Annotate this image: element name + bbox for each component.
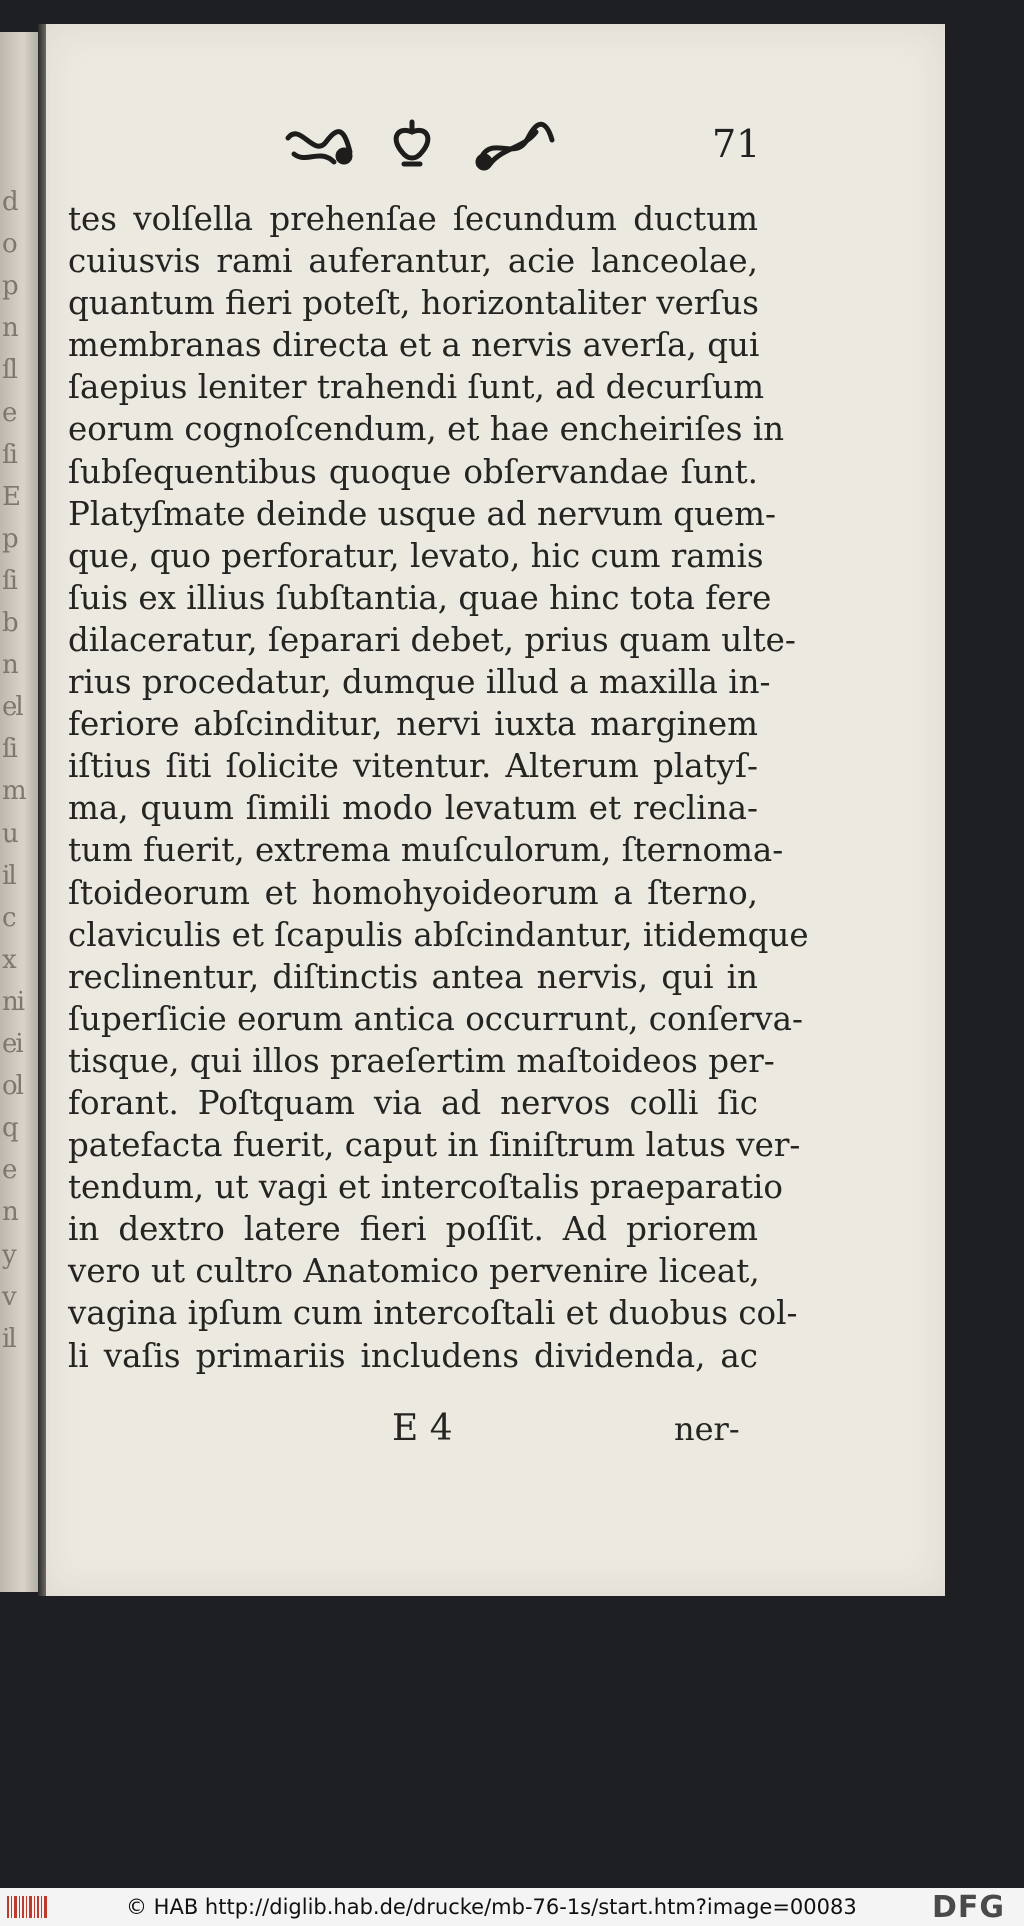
left-page-fragment: d xyxy=(2,187,17,217)
left-page-fragment: e xyxy=(2,397,16,428)
left-page-edge xyxy=(0,32,42,1592)
left-page-fragment: n xyxy=(2,313,17,344)
text-line: claviculis et ſcapulis abſcindantur, itidemque xyxy=(68,915,809,954)
text-line: tes volſella prehenſae ſecundum ductum xyxy=(68,200,758,238)
left-page-fragment: el xyxy=(2,692,22,723)
text-line: feriore abſcinditur, nervi iuxta marginem xyxy=(68,705,758,744)
left-page-fragment: ſl xyxy=(2,355,16,386)
left-page-fragment: q xyxy=(2,1113,17,1144)
left-page-fragment: m xyxy=(2,776,25,807)
text-line: membranas directa et a nervis averſa, qui xyxy=(68,326,760,365)
left-page-fragment: b xyxy=(2,608,17,638)
text-line: reclinentur, diſtinctis antea nervis, qui in xyxy=(68,957,758,996)
left-page-fragment: E xyxy=(2,481,19,512)
text-line: eorum cognoſcendum, et hae encheiriſes in xyxy=(68,410,785,449)
left-page-fragment: v xyxy=(2,1281,15,1312)
text-line: que, quo perforatur, levato, hic cum ramis xyxy=(68,536,764,575)
left-page-fragment: ei xyxy=(2,1029,22,1059)
left-page-fragment: n xyxy=(2,650,17,681)
left-page-fragment: ſi xyxy=(2,565,16,596)
left-page-fragment: o xyxy=(2,229,16,260)
signature-mark: E 4 xyxy=(392,1408,453,1449)
text-line: vagina ipſum cum intercoſtali et duobus col- xyxy=(68,1294,798,1333)
left-page-fragment: n xyxy=(2,1197,17,1228)
left-page-fragment: c xyxy=(2,902,15,933)
page-number: 71 xyxy=(712,122,761,166)
barcode-logo-icon xyxy=(6,1894,48,1920)
page-spine-shadow xyxy=(38,24,46,1596)
left-page-fragment: ſi xyxy=(2,439,16,470)
catchword: ner- xyxy=(674,1410,740,1448)
left-page-fragment: y xyxy=(2,1239,15,1270)
footer-bar xyxy=(0,1888,1024,1926)
text-line: forant. Poſtquam via ad nervos colli ſic xyxy=(68,1083,758,1122)
left-page-fragment: ſi xyxy=(2,734,16,765)
left-page-fragment: x xyxy=(2,944,15,975)
text-line: iſtius ſiti ſolicite vitentur. Alterum platyſ- xyxy=(68,747,758,786)
text-line: ſuis ex illius ſubſtantia, quae hinc tota fere xyxy=(68,578,772,617)
footer-copyright: © HAB http://diglib.hab.de/drucke/mb-76-1s/start.htm?image=00083 xyxy=(126,1895,857,1919)
body-text xyxy=(68,198,809,1377)
text-line: cuiusvis rami auferantur, acie lanceolae, xyxy=(68,242,758,281)
text-line: li vaſis primariis includens dividenda, ac xyxy=(68,1336,758,1375)
left-page-fragment: il xyxy=(2,860,15,891)
text-line: ſuperſicie eorum antica occurrunt, conſerva- xyxy=(68,999,803,1038)
text-line: in dextro latere fieri poſſit. Ad priorem xyxy=(68,1210,758,1249)
text-line: tisque, qui illos praeſertim maſtoideos per- xyxy=(68,1041,775,1080)
left-page-fragment: e xyxy=(2,1155,16,1186)
text-line: ſubſequentibus quoque obſervandae ſunt. xyxy=(68,452,758,491)
text-line: ſaepius leniter trahendi ſunt, ad decurſum xyxy=(68,368,765,407)
fleuron-ornament-icon xyxy=(280,118,560,178)
left-page-fragment: p xyxy=(2,523,17,554)
text-line: ma, quum ſimili modo levatum et reclina- xyxy=(68,789,758,828)
text-line: tendum, ut vagi et intercoſtalis praeparatio xyxy=(68,1168,783,1207)
text-line: quantum fieri poteſt, horizontaliter verſus xyxy=(68,284,759,323)
left-page-fragment: u xyxy=(2,818,17,849)
text-line: ſtoideorum et homohyoideorum a ſterno, xyxy=(68,873,758,912)
left-page-fragment: ol xyxy=(2,1071,22,1102)
text-line: patefacta fuerit, caput in ſiniſtrum latus ver- xyxy=(68,1126,801,1165)
text-line: tum fuerit, extrema muſculorum, ſternoma- xyxy=(68,831,784,870)
left-page-fragment: ni xyxy=(2,986,24,1017)
left-page-fragment: il xyxy=(2,1323,15,1354)
text-line: Platyſmate deinde usque ad nervum quem- xyxy=(68,494,776,533)
text-line: rius procedatur, dumque illud a maxilla in- xyxy=(68,663,771,702)
text-line: vero ut cultro Anatomico pervenire liceat, xyxy=(68,1252,760,1291)
dfg-logo: DFG xyxy=(932,1890,1006,1925)
text-line: dilaceratur, ſeparari debet, prius quam ulte- xyxy=(68,620,796,659)
left-page-fragment: p xyxy=(2,271,17,302)
